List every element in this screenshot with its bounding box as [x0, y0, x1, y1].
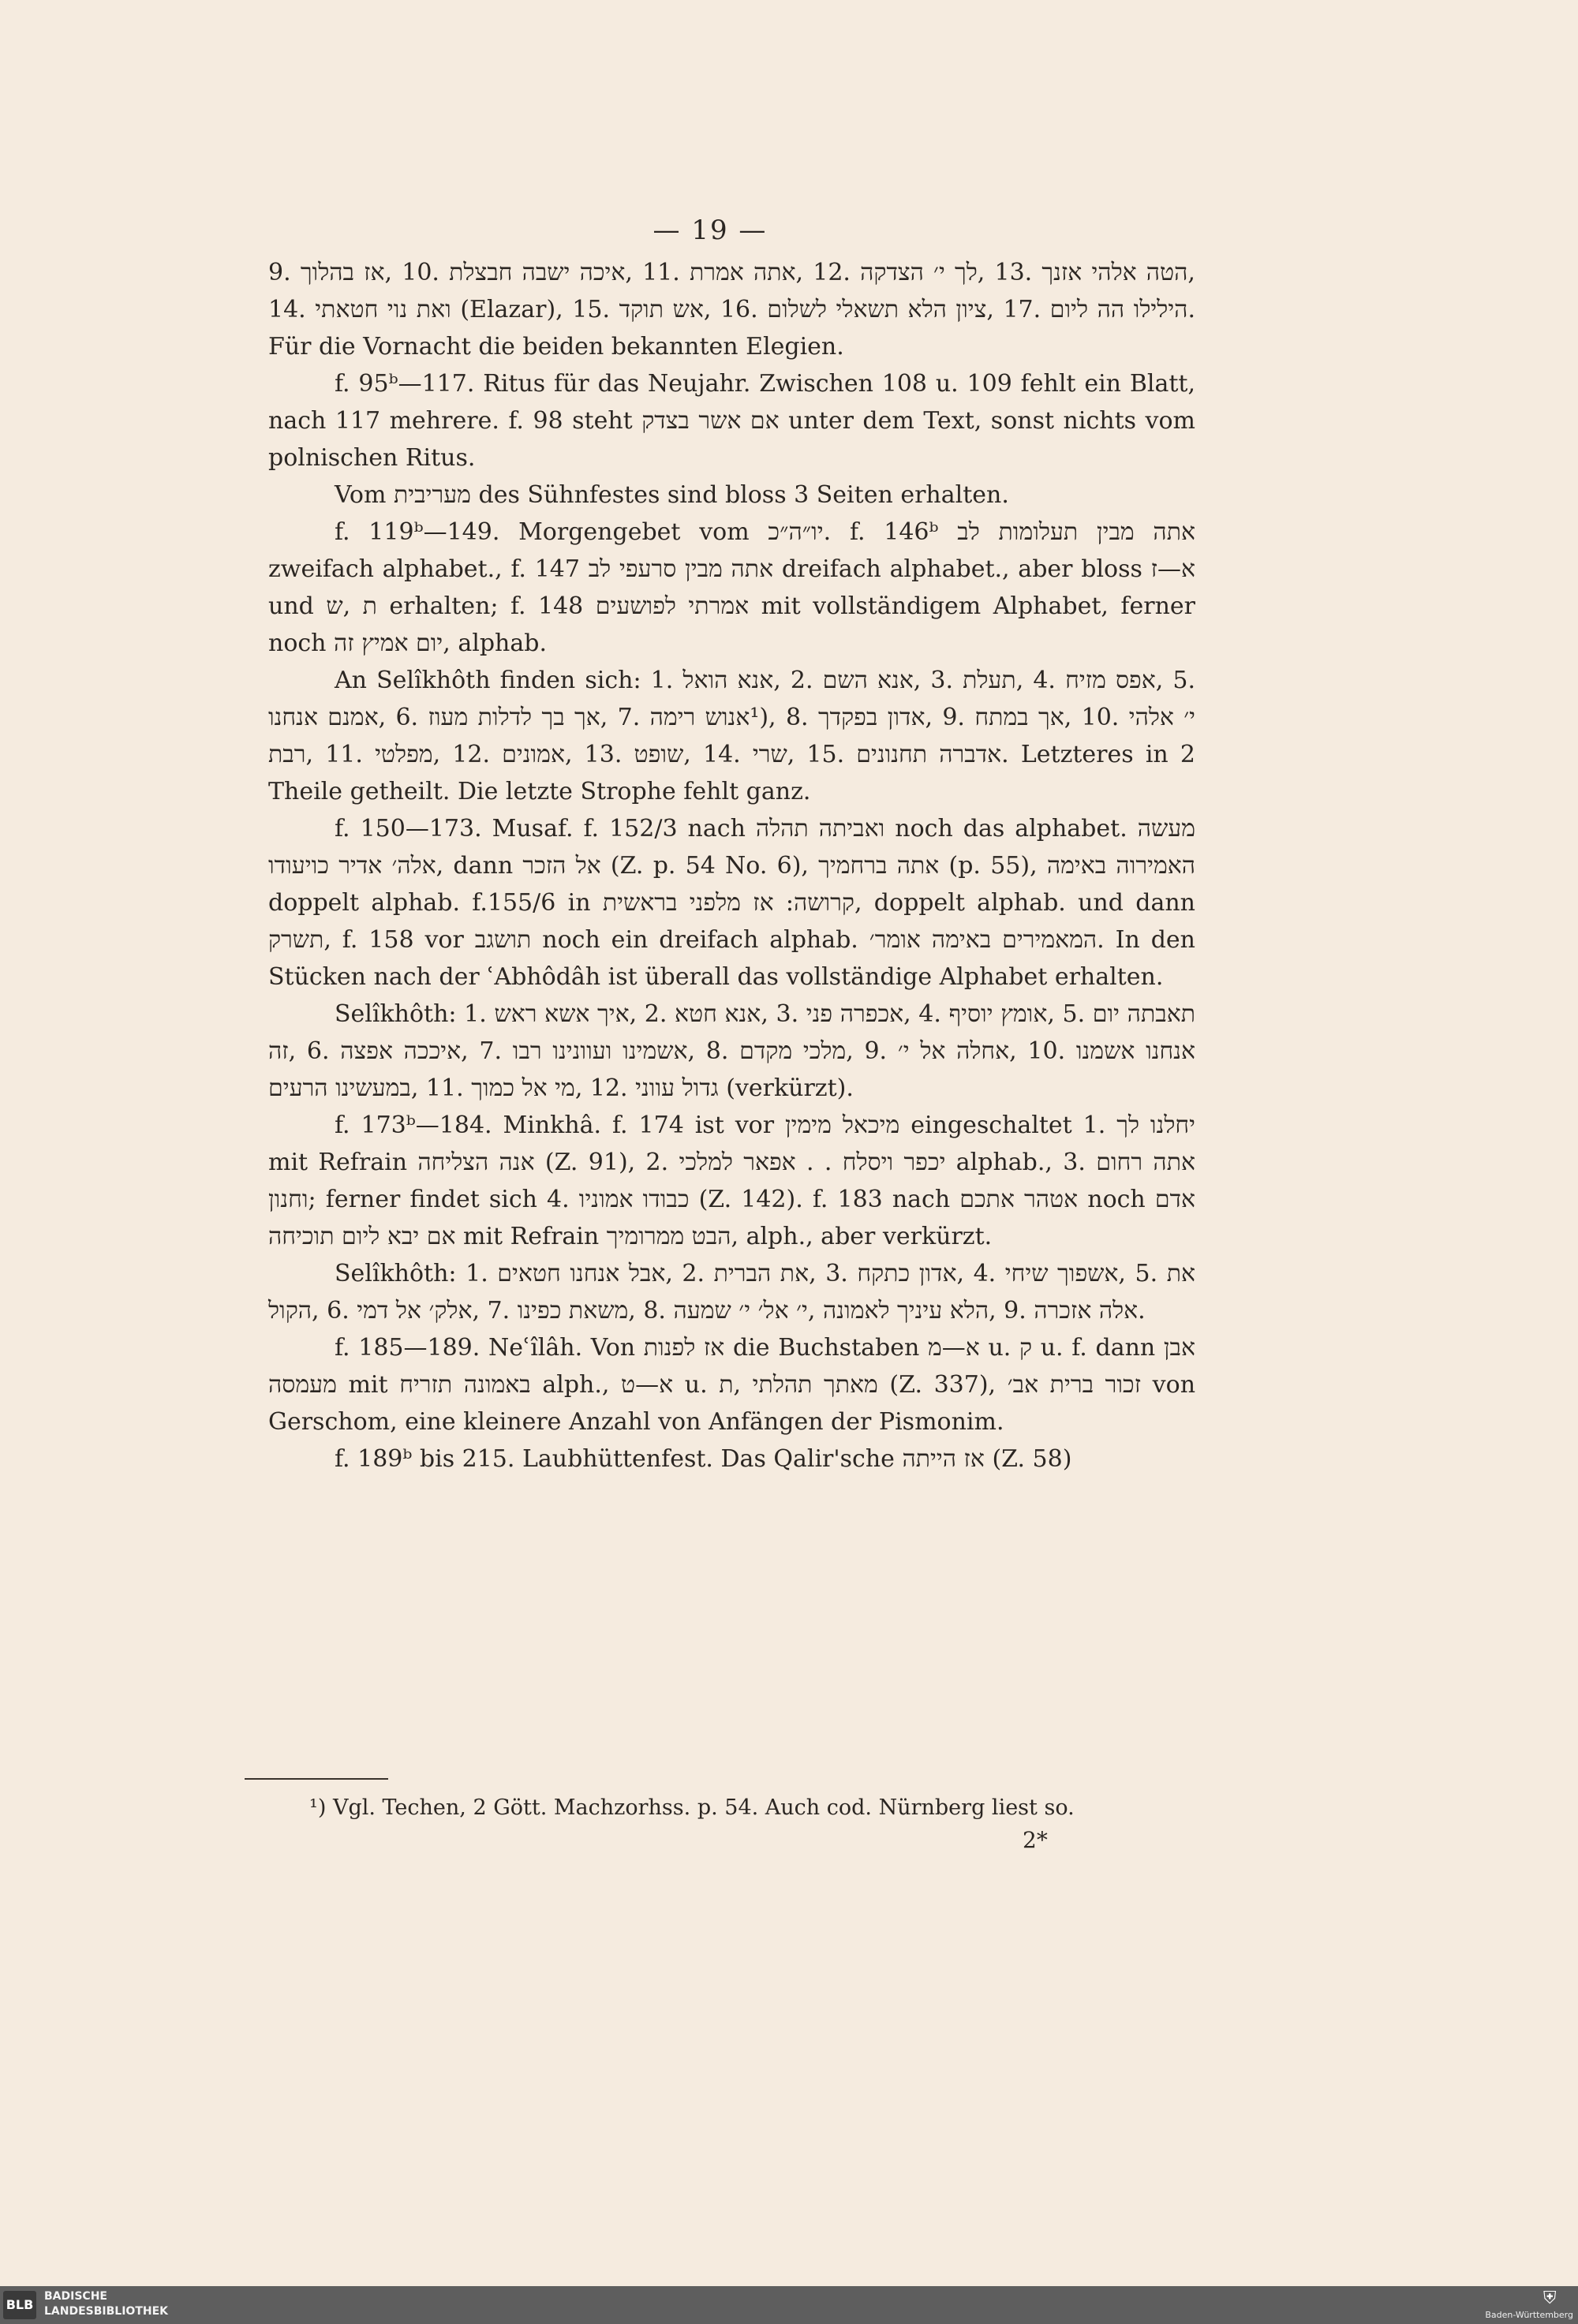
hebrew-incipit: אדם אם יבא ליום תוכיחה: [268, 1186, 1195, 1250]
text-segment: 9.: [268, 259, 301, 286]
text-segment: (Z. 142). f. 183 nach: [689, 1186, 960, 1213]
text-segment: , 3.: [809, 1260, 858, 1287]
text-segment: , 14.: [683, 741, 753, 768]
text-segment: ,: [342, 592, 363, 620]
paragraph: [268, 365, 1195, 476]
hebrew-incipit: אך במתח: [974, 704, 1064, 731]
hebrew-incipit: איך אשא ראש: [494, 1000, 630, 1028]
main-text: [268, 254, 1195, 1478]
hebrew-incipit: מאתך תהלתי: [752, 1371, 878, 1399]
hebrew-incipit: ציון הלא תשאלי לשלום: [767, 296, 987, 323]
text-segment: , 5.: [1155, 667, 1196, 694]
text-segment: . f. 146ᵇ: [823, 518, 958, 546]
text-segment: , 10.: [384, 259, 450, 286]
hebrew-incipit: יכפר ויסלח . . אפאר למלכי: [679, 1149, 946, 1176]
text-segment: , 5.: [1118, 1260, 1167, 1287]
paragraph: [268, 810, 1195, 996]
paragraph: [268, 1329, 1195, 1440]
text-segment: , 7.: [461, 1037, 513, 1065]
text-segment: (verkürzt).: [718, 1074, 854, 1102]
text-segment: , 9.: [846, 1037, 898, 1065]
hebrew-incipit: אלה אזכרה: [1034, 1297, 1139, 1325]
page-number: — 19 —: [653, 215, 768, 246]
hebrew-incipit: מי אל כמוך: [471, 1074, 575, 1102]
text-segment: noch das alphabet.: [884, 815, 1138, 843]
text-segment: , 6.: [378, 704, 428, 731]
text-segment: , alph., aber verkürzt.: [731, 1223, 993, 1250]
hebrew-incipit: אז לפנות: [643, 1334, 725, 1362]
hebrew-incipit: אנוש רימה: [649, 704, 750, 731]
text-segment: ; ferner findet sich 4.: [308, 1186, 579, 1213]
text-segment: Selîkhôth: 1.: [335, 1000, 495, 1028]
text-segment: u. f. dann: [1032, 1334, 1164, 1362]
hebrew-incipit: שרי: [752, 741, 787, 768]
hebrew-incipit: הטה אלהי אזנך: [1041, 259, 1188, 286]
library-name-line1: BADISCHE: [44, 2290, 107, 2303]
paragraph: [268, 662, 1195, 810]
hebrew-incipit: ת: [362, 592, 377, 620]
hebrew-incipit: אשמינו ועוונינו רבו: [512, 1037, 688, 1065]
text-segment: . In den Stücken nach der ʿAbhôdâh ist überall das vollständige Alphabet erhalten.: [268, 926, 1195, 991]
hebrew-incipit: אתה ברחמיך: [818, 852, 940, 880]
hebrew-incipit: אנה הצליחה: [417, 1149, 535, 1176]
hebrew-incipit: מלכי מקדם: [739, 1037, 847, 1065]
sheet-signature: 2*: [1023, 1827, 1048, 1853]
text-segment: erhalten; f. 148: [376, 592, 596, 620]
paragraph: [268, 514, 1195, 662]
hebrew-incipit: יום אמיץ זה: [334, 630, 443, 657]
text-segment: f. 150—173. Musaf. f. 152/3 nach: [335, 815, 756, 843]
hebrew-incipit: מעשה אלה׳ אדיר כויעודו: [268, 815, 1196, 880]
hebrew-incipit: תושגב: [474, 926, 532, 954]
hebrew-incipit: אנא הואל: [682, 667, 774, 694]
hebrew-incipit: מיכאל מימין: [785, 1112, 900, 1139]
text-segment: .: [1138, 1297, 1146, 1325]
footnote-rule: [245, 1778, 388, 1780]
hebrew-incipit: איככה אפצה: [340, 1037, 462, 1065]
text-segment: , 8.: [628, 1297, 674, 1325]
hebrew-incipit: את הברית: [713, 1260, 810, 1287]
text-segment: mit Refrain: [268, 1149, 418, 1176]
footnote: ¹) Vgl. Techen, 2 Gött. Machzorhss. p. 54. Auch cod. Nürnberg liest so.: [309, 1795, 1075, 1820]
text-segment: mit Refrain: [455, 1223, 607, 1250]
text-segment: f. 189ᵇ bis 215. Laubhüttenfest. Das Qalir'sche: [335, 1445, 903, 1473]
text-segment: , 12.: [574, 1074, 636, 1102]
library-name-line2: LANDESBIBLIOTHEK: [44, 2305, 169, 2318]
paragraph: [268, 996, 1195, 1107]
hebrew-incipit: מפלטי: [375, 741, 433, 768]
bw-crest-icon: ⛨: [1543, 2289, 1557, 2308]
text-segment: , 2.: [665, 1260, 714, 1287]
text-segment: Selîkhôth: 1.: [335, 1260, 498, 1287]
text-segment: u.: [979, 1334, 1019, 1362]
hebrew-incipit: י׳ אלהי רבת: [268, 704, 1196, 768]
hebrew-incipit: הלא עיניך לאמונה: [823, 1297, 989, 1325]
hebrew-incipit: באמונה תזריח: [399, 1371, 531, 1399]
text-segment: , 2.: [773, 667, 823, 694]
hebrew-incipit: אבל אנחנו חטאים: [497, 1260, 666, 1287]
text-segment: alphab., 3.: [945, 1149, 1097, 1176]
footer-bar: [0, 2286, 1578, 2324]
text-segment: zweifach alphabet., f. 147: [268, 555, 589, 583]
hebrew-incipit: אדברה תחנונים: [856, 741, 1002, 768]
text-segment: u.: [673, 1371, 720, 1399]
hebrew-incipit: אם אשר בצדק: [641, 407, 780, 435]
text-segment: Vom: [335, 481, 394, 509]
text-segment: f. 185—189. Neʿîlâh. Von: [335, 1334, 644, 1362]
hebrew-incipit: אחלה אל י׳: [897, 1037, 1010, 1065]
hebrew-incipit: גדול עווני: [635, 1074, 719, 1102]
hebrew-incipit: אכפרה פני: [806, 1000, 904, 1028]
text-segment: , f. 158 vor: [323, 926, 475, 954]
blb-logo-icon: BLB: [3, 2291, 36, 2319]
hebrew-incipit: את הקול: [268, 1260, 1196, 1325]
text-segment: , 17.: [986, 296, 1050, 323]
hebrew-incipit: ת: [719, 1371, 734, 1399]
hebrew-incipit: אלק׳ אל דמי: [357, 1297, 473, 1325]
hebrew-incipit: ואביתה תהלה: [755, 815, 885, 843]
hebrew-incipit: אמונים: [502, 741, 565, 768]
text-segment: alph.,: [530, 1371, 622, 1399]
hebrew-incipit: הבט ממרומיך: [606, 1223, 731, 1250]
hebrew-incipit: א—מ: [927, 1334, 980, 1362]
hebrew-incipit: אומץ יוסיף: [948, 1000, 1048, 1028]
paragraph: [268, 1255, 1195, 1329]
hebrew-incipit: שופט: [634, 741, 684, 768]
text-segment: , 6.: [312, 1297, 357, 1325]
text-segment: eingeschaltet 1.: [899, 1112, 1117, 1139]
text-segment: , 3.: [913, 667, 963, 694]
hebrew-incipit: תשרק: [268, 926, 324, 954]
hebrew-incipit: אדון כתקח: [857, 1260, 957, 1287]
text-segment: , 16.: [703, 296, 768, 323]
hebrew-incipit: ש: [326, 592, 343, 620]
hebrew-incipit: אתה מבין סרעפי לב: [588, 555, 774, 583]
text-segment: (p. 55),: [939, 852, 1047, 880]
text-segment: des Sühnfestes sind bloss 3 Seiten erhalten.: [470, 481, 1009, 509]
paragraph: [268, 476, 1195, 514]
hebrew-incipit: אבן מעמסה: [268, 1334, 1196, 1399]
text-segment: f. 173ᵇ—184. Minkhâ. f. 174 ist vor: [335, 1112, 785, 1139]
hebrew-incipit: אז בהלוך: [300, 259, 385, 286]
hebrew-incipit: מעריבית: [393, 481, 471, 509]
hebrew-incipit: אטהר אתכם: [959, 1186, 1079, 1213]
hebrew-incipit: א—ז: [1150, 555, 1195, 583]
text-segment: , 4.: [1015, 667, 1066, 694]
hebrew-incipit: אשפוך שיחי: [1004, 1260, 1119, 1287]
text-segment: , 9.: [989, 1297, 1034, 1325]
hebrew-incipit: משאת כפינו: [517, 1297, 629, 1325]
hebrew-incipit: אש תוקד: [619, 296, 704, 323]
text-segment: ¹), 8.: [750, 704, 818, 731]
text-segment: (Elazar), 15.: [451, 296, 619, 323]
text-segment: ,: [733, 1371, 753, 1399]
hebrew-incipit: ק: [1019, 1334, 1033, 1362]
text-segment: , 8.: [687, 1037, 740, 1065]
text-segment: , 14.: [268, 259, 1195, 323]
hebrew-incipit: אל הזכר: [522, 852, 601, 880]
hebrew-incipit: זכור ברית אב׳: [1007, 1371, 1142, 1399]
text-segment: f. 95ᵇ—117. Ritus für das Neujahr. Zwischen 108 u. 109 fehlt ein Blatt, nach 117 mehrere. f. 98 steht: [268, 370, 1195, 435]
hebrew-incipit: האמירוה באימה: [1046, 852, 1196, 880]
hebrew-incipit: ואת נוי חטאתי: [315, 296, 451, 323]
text-segment: , 11.: [410, 1074, 472, 1102]
text-segment: , dann: [436, 852, 523, 880]
paragraph: [268, 1440, 1195, 1478]
text-segment: . Für die Vornacht die beiden bekannten Elegien.: [268, 296, 1195, 361]
hebrew-incipit: אתה אמרת: [689, 259, 796, 286]
text-segment: , 10.: [1064, 704, 1129, 731]
hebrew-incipit: אתה מבין תעלומות לב: [957, 518, 1195, 546]
hebrew-incipit: אפס מזיח: [1065, 667, 1156, 694]
hebrew-incipit: אמנם אנחנו: [268, 704, 379, 731]
hebrew-incipit: אתה רחום וחנון: [268, 1149, 1195, 1213]
text-segment: noch: [1078, 1186, 1155, 1213]
hebrew-incipit: אמרתי לפושעים: [595, 592, 750, 620]
hebrew-incipit: אנא השם: [822, 667, 914, 694]
hebrew-incipit: קרושה: אז מלפני בראשית: [602, 889, 854, 917]
hebrew-incipit: אז הייתה: [902, 1445, 985, 1473]
hebrew-incipit: אנא חטא: [675, 1000, 761, 1028]
text-segment: , 7.: [472, 1297, 518, 1325]
text-segment: und: [268, 592, 327, 620]
text-segment: unter dem Text, sonst nichts vom polnischen Ritus.: [268, 407, 1196, 472]
text-segment: , 3.: [761, 1000, 806, 1028]
text-segment: , 15.: [787, 741, 857, 768]
text-segment: , 4.: [903, 1000, 949, 1028]
text-segment: noch ein dreifach alphab.: [531, 926, 869, 954]
paragraph: [268, 1107, 1195, 1255]
hebrew-incipit: א—ט: [621, 1371, 674, 1399]
text-segment: dreifach alphabet., aber bloss: [773, 555, 1151, 583]
text-segment: , alphab.: [443, 630, 548, 657]
text-segment: , 4.: [956, 1260, 1005, 1287]
text-segment: , 2.: [629, 1000, 675, 1028]
hebrew-incipit: י׳ אל׳ י׳ שמעה: [673, 1297, 808, 1325]
text-segment: , 13.: [564, 741, 634, 768]
text-segment: (Z. 337),: [877, 1371, 1008, 1399]
hebrew-incipit: תעלת: [963, 667, 1016, 694]
hebrew-incipit: איכה ישבה חבצלת: [449, 259, 626, 286]
text-segment: , 12.: [795, 259, 861, 286]
text-segment: doppelt alphab. f.155/6 in: [268, 889, 603, 917]
hebrew-incipit: תאבתה יום זה: [268, 1000, 1195, 1065]
text-segment: von Gerschom, eine kleinere Anzahl von Anfängen der Pismonim.: [268, 1371, 1196, 1436]
hebrew-incipit: אך בך לדלות מעוז: [428, 704, 600, 731]
text-segment: (Z. 58): [984, 1445, 1072, 1473]
text-segment: , 5.: [1047, 1000, 1093, 1028]
hebrew-incipit: המאמירים באימה אומר׳: [869, 926, 1097, 954]
text-segment: mit vollständigem Alphabet, ferner noch: [268, 592, 1195, 657]
hebrew-incipit: לך י׳ הצדקה: [860, 259, 978, 286]
hebrew-incipit: יחלנו לך: [1116, 1112, 1195, 1139]
text-segment: , 9.: [925, 704, 975, 731]
hebrew-incipit: הילילו הה ליום: [1049, 296, 1188, 323]
bw-label: Baden-Württemberg: [1485, 2310, 1573, 2320]
text-segment: , 6.: [288, 1037, 341, 1065]
text-segment: , 7.: [600, 704, 650, 731]
text-segment: f. 119ᵇ—149. Morgengebet vom: [335, 518, 768, 546]
text-segment: ,: [807, 1297, 823, 1325]
text-segment: , 11.: [625, 259, 690, 286]
text-segment: mit: [336, 1371, 400, 1399]
text-segment: , 13.: [977, 259, 1042, 286]
text-segment: (Z. 91), 2.: [534, 1149, 679, 1176]
text-segment: , doppelt alphab. und dann: [854, 889, 1195, 917]
text-segment: An Selîkhôth finden sich: 1.: [335, 667, 683, 694]
text-segment: , 12.: [432, 741, 503, 768]
hebrew-incipit: יו״ה״כ: [768, 518, 824, 546]
text-segment: , 11.: [305, 741, 376, 768]
library-name: [44, 2289, 168, 2319]
text-segment: . Letzteres in 2 Theile getheilt. Die letzte Strophe fehlt ganz.: [268, 741, 1195, 805]
text-segment: (Z. p. 54 No. 6),: [600, 852, 819, 880]
text-segment: , 10.: [1009, 1037, 1076, 1065]
text-segment: die Buchstaben: [724, 1334, 928, 1362]
hebrew-incipit: אנחנו אשמנו במעשינו הרעים: [268, 1037, 1196, 1102]
paragraph: [268, 254, 1195, 365]
hebrew-incipit: כבודו אמוניו: [578, 1186, 690, 1213]
hebrew-incipit: אדון בפקדך: [817, 704, 925, 731]
